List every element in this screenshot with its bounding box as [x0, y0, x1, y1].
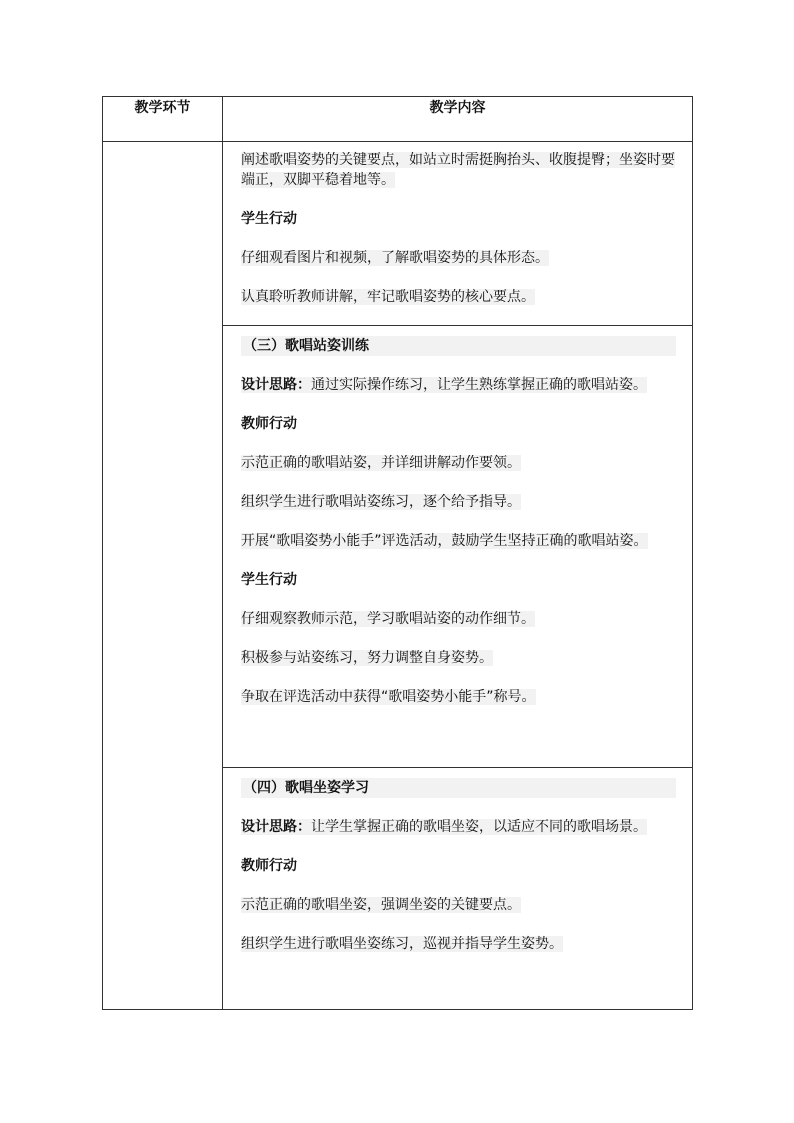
design-idea-label: 设计思路：: [241, 819, 311, 835]
student-action-title: 学生行动: [241, 572, 297, 588]
design-idea: [241, 375, 676, 395]
list-item: 认真聆听教师讲解，牢记歌唱姿势的核心要点。: [241, 289, 535, 305]
design-idea-text: 通过实际操作练习，让学生熟练掌握正确的歌唱站姿。: [311, 377, 647, 393]
list-item: 组织学生进行歌唱站姿练习，逐个给予指导。: [241, 494, 521, 510]
list-item: 示范正确的歌唱坐姿，强调坐姿的关键要点。: [241, 897, 521, 913]
header-teaching-content: 教学内容: [223, 97, 693, 142]
lesson-plan-table: [102, 96, 693, 1010]
design-idea-text: 让学生掌握正确的歌唱坐姿，以适应不同的歌唱场景。: [311, 819, 647, 835]
student-action-title: 学生行动: [241, 211, 297, 227]
table-header-row: [103, 97, 693, 142]
header-teaching-stage: 教学环节: [103, 97, 223, 142]
section-title: （四）歌唱坐姿学习: [241, 778, 676, 798]
list-item: 开展“歌唱姿势小能手”评选活动，鼓励学生坚持正确的歌唱站姿。: [241, 533, 648, 549]
list-item: 积极参与站姿练习，努力调整自身姿势。: [241, 650, 493, 666]
paragraph: 阐述歌唱姿势的关键要点，如站立时需挺胸抬头、收腹提臀；坐姿时要端正，双脚平稳着地等。: [241, 152, 675, 188]
design-idea-label: 设计思路：: [241, 377, 311, 393]
stage-cell: [103, 142, 223, 1010]
teacher-action-title: 教师行动: [241, 858, 297, 874]
list-item: 争取在评选活动中获得“歌唱姿势小能手”称号。: [241, 689, 536, 705]
content-cell-section2: [223, 326, 693, 768]
section-title: （三）歌唱站姿训练: [241, 336, 676, 356]
content-cell-section1: [223, 142, 693, 326]
list-item: 仔细观察教师示范，学习歌唱站姿的动作细节。: [241, 611, 535, 627]
teacher-action-title: 教师行动: [241, 416, 297, 432]
list-item: 仔细观看图片和视频，了解歌唱姿势的具体形态。: [241, 250, 549, 266]
content-cell-section3: [223, 768, 693, 1010]
design-idea: [241, 817, 676, 837]
list-item: 组织学生进行歌唱坐姿练习，巡视并指导学生姿势。: [241, 936, 563, 952]
list-item: 示范正确的歌唱站姿，并详细讲解动作要领。: [241, 455, 521, 471]
table-row: [103, 142, 693, 326]
